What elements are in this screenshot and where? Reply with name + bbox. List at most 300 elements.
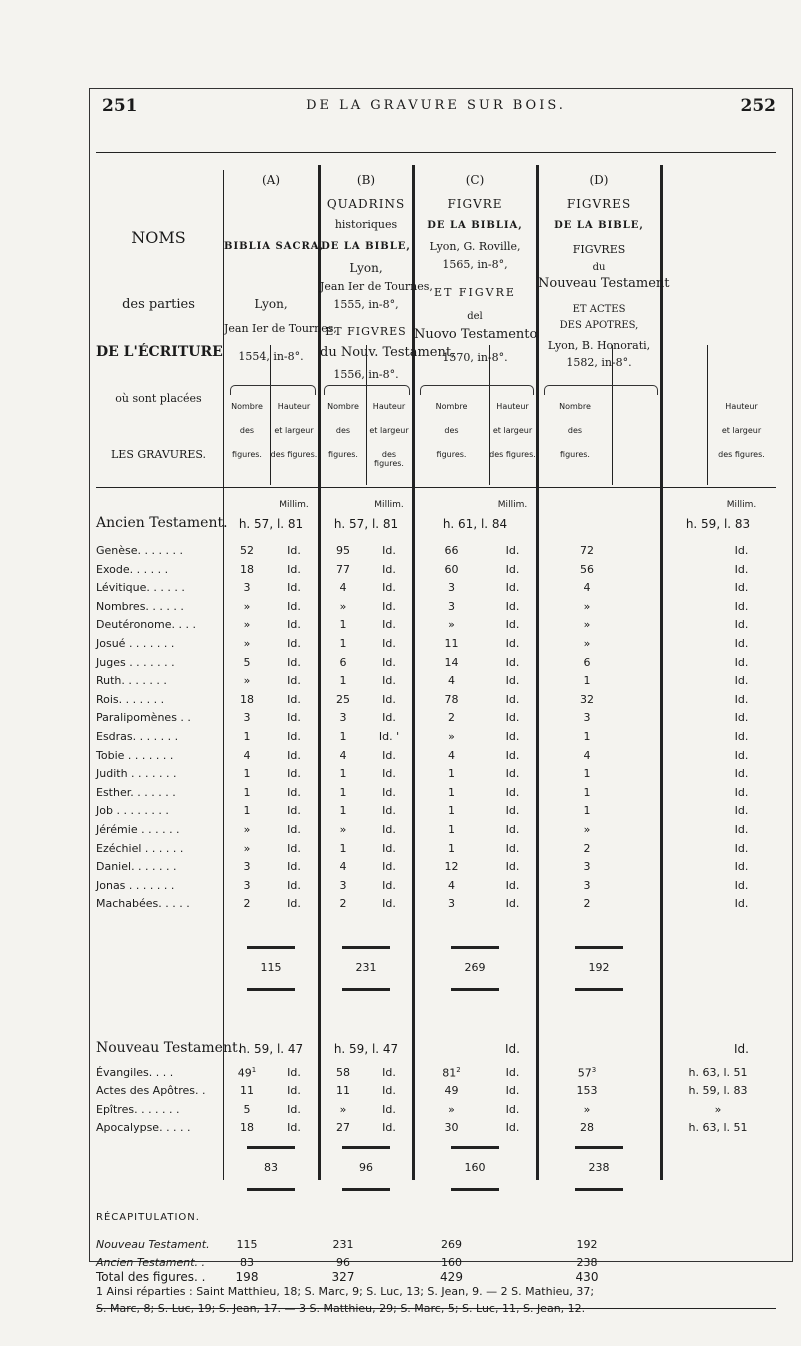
table-cell: 4 — [243, 748, 251, 762]
table-cell: Id. — [287, 637, 301, 650]
total-bar — [451, 946, 499, 949]
brace — [544, 385, 658, 395]
table-cell: 72 — [580, 544, 594, 557]
table-cell: Id. — [505, 823, 520, 836]
table-cell: 95 — [336, 544, 350, 557]
colB-line: 1555, in-8°, — [333, 298, 399, 311]
table-cell: Id. — [382, 804, 396, 818]
col-divider — [318, 165, 321, 1180]
table-cell: 4 — [583, 581, 591, 595]
table-cell: Id. — [287, 823, 301, 836]
table-cell: Id. — [734, 674, 749, 688]
colC-line: 1565, in-8°, — [442, 258, 508, 271]
recap-value: 231 — [332, 1238, 354, 1251]
table-cell: Id. — [734, 730, 749, 743]
row-label: Jonas . . . . . . . — [96, 878, 175, 892]
ot-millim-B: Millim. — [374, 500, 404, 510]
table-cell: Id. — [287, 841, 301, 855]
table-cell: Id. — [382, 748, 396, 762]
table-cell: Id. — [734, 544, 749, 557]
subheader-label: Nombre — [231, 402, 263, 411]
table-cell: Id. — [505, 618, 520, 632]
table-cell: 4 — [339, 860, 347, 874]
row-label: Josué . . . . . . . — [96, 637, 175, 650]
table-cell — [320, 1084, 366, 1097]
table-cell: 1 — [243, 785, 251, 799]
row-label: Deutéronome. . . . — [96, 618, 196, 632]
row-label: Job . . . . . . . . — [96, 804, 169, 818]
colD-line: ET ACTES — [572, 304, 626, 315]
table-cell: 1 — [339, 767, 347, 781]
cell-value: 57 — [577, 1066, 592, 1080]
table-cell: Id. — [734, 748, 749, 762]
total-value: 115 — [260, 961, 282, 974]
total-bar — [247, 988, 295, 991]
colD-line: Nouveau Testament — [538, 276, 670, 291]
row-label: Évangiles. . . . — [96, 1066, 174, 1079]
running-header — [96, 94, 776, 124]
table-cell: Id. — [287, 860, 301, 874]
cell-value: Id. — [287, 1066, 301, 1079]
table-cell: 1 — [243, 804, 251, 818]
cell-value: 27 — [336, 1120, 350, 1134]
table-cell — [414, 1103, 489, 1116]
colB-letter: (B) — [356, 173, 376, 187]
nt-dims-C: Id. — [505, 1042, 520, 1056]
table-cell — [270, 1066, 318, 1079]
ot-dims-D: h. 59, l. 83 — [685, 517, 751, 531]
cell-value: 28 — [580, 1120, 594, 1134]
table-cell: Id. — [734, 637, 749, 650]
recap-total-label: Total des figures. . — [96, 1270, 206, 1284]
table-cell: Id. — [287, 711, 301, 725]
subheader-label: figures. — [560, 450, 590, 459]
colA-line: Lyon, — [254, 297, 288, 311]
row-label: Rois. . . . . . . — [96, 692, 165, 706]
table-cell: 60 — [444, 562, 459, 576]
table-cell: 52 — [240, 544, 254, 557]
colA-line: 1554, in-8°. — [238, 350, 304, 363]
table-cell: 3 — [243, 860, 251, 874]
row-label: Paralipomènes . . — [96, 711, 191, 725]
total-bar — [575, 1188, 623, 1191]
row-label: Epîtres. . . . . . . — [96, 1102, 180, 1116]
ot-millim-D: Millim. — [726, 500, 757, 510]
table-cell: Id. — [505, 692, 520, 706]
table-cell: Id. — [734, 655, 749, 669]
table-cell: Id. — [505, 804, 520, 818]
names-heading: NOMS — [131, 228, 186, 247]
cell-value: Id. — [287, 1120, 301, 1134]
table-cell: 1 — [339, 785, 347, 799]
table-cell: 1 — [583, 674, 591, 688]
row-label: Daniel. . . . . . . — [96, 860, 177, 874]
table-cell: Id. — [287, 655, 301, 669]
recap-value: 160 — [441, 1255, 462, 1269]
table-cell: Id. — [505, 711, 520, 725]
table-cell: Id. — [734, 804, 749, 818]
table-cell: 1 — [448, 804, 455, 818]
col-divider — [270, 345, 271, 485]
table-cell: 2 — [583, 841, 591, 855]
table-cell: 4 — [339, 748, 347, 762]
cell-value: 153 — [576, 1084, 598, 1098]
footnote-marker: 2 — [456, 1066, 461, 1074]
recap-value: 96 — [336, 1255, 350, 1269]
table-cell: 4 — [583, 748, 591, 762]
table-cell — [224, 1121, 270, 1134]
table-cell: Id. — [287, 581, 301, 595]
table-cell: Id. — [382, 562, 396, 576]
cell-value: 58 — [336, 1066, 350, 1079]
table-cell — [660, 1066, 776, 1079]
row-label: Lévitique. . . . . . — [96, 581, 185, 595]
table-cell: Id. — [382, 823, 396, 836]
table-cell: 1 — [583, 785, 591, 799]
recap-value: 238 — [576, 1255, 598, 1269]
subheader-label: Hauteur — [372, 402, 406, 411]
colB-line: Jean Ier de Tournes, — [320, 280, 433, 293]
total-bar — [247, 946, 295, 949]
colD-line: FIGVRES — [572, 243, 626, 256]
table-cell: 12 — [444, 860, 459, 874]
table-cell: 1 — [448, 841, 455, 855]
total-bar — [342, 946, 390, 949]
cell-value: 5 — [243, 1102, 251, 1116]
recap-total-value: 327 — [331, 1270, 355, 1284]
cell-value: Id. — [382, 1102, 396, 1116]
table-cell — [224, 1084, 270, 1097]
table-cell: Id. — [287, 562, 301, 576]
table-cell: 1 — [583, 767, 591, 781]
cell-value: » — [714, 1102, 722, 1116]
row-label: Actes des Apôtres. . — [96, 1084, 206, 1098]
subheader-label: des — [239, 426, 255, 435]
table-cell: Id. — [287, 748, 301, 762]
table-cell: 1 — [339, 618, 347, 632]
table-cell: Id. — [382, 637, 396, 650]
table-cell: Id. — [734, 562, 749, 576]
table-cell: Id. — [734, 767, 749, 781]
subheader-label: Hauteur — [277, 402, 311, 411]
table-cell: » — [243, 674, 251, 688]
colC-line: FIGVRE — [447, 197, 503, 211]
table-cell: Id. — [505, 562, 520, 576]
table-cell: 11 — [444, 637, 459, 650]
table-cell: Id. — [505, 599, 520, 613]
table-cell — [270, 1103, 318, 1116]
table-cell — [489, 1103, 536, 1116]
recap-total-value: 429 — [440, 1270, 463, 1284]
total-bar — [451, 988, 499, 991]
table-cell — [489, 1066, 536, 1079]
table-cell — [224, 1103, 270, 1116]
row-label: Tobie . . . . . . . — [96, 748, 174, 762]
subheader-label: Nombre — [327, 402, 359, 411]
cell-value: 49 — [237, 1066, 252, 1080]
table-cell: Id. — [734, 785, 749, 799]
table-cell: Id. — [505, 655, 520, 669]
table-cell: Id. — [382, 897, 396, 911]
table-cell — [562, 1066, 612, 1080]
table-cell: 5 — [243, 655, 251, 669]
subheader-label: et largeur — [492, 426, 533, 435]
ot-dims-B: h. 57, l. 81 — [333, 517, 399, 531]
table-cell: Id. — [505, 730, 520, 743]
table-cell: Id. — [734, 878, 749, 892]
table-cell: Id. — [734, 860, 749, 874]
total-value: 269 — [464, 961, 486, 974]
col-divider — [707, 345, 708, 485]
ot-title: Ancien Testament. — [96, 515, 228, 531]
table-cell: » — [583, 637, 591, 650]
table-cell: Id. — [505, 581, 520, 595]
table-cell: 32 — [580, 692, 594, 706]
colD-line: DES APOTRES, — [559, 320, 639, 331]
total-bar — [575, 988, 623, 991]
table-cell: 4 — [339, 581, 347, 595]
table-cell: Id. — [287, 767, 301, 781]
cell-value: 11 — [240, 1084, 254, 1098]
recap-value: 83 — [240, 1255, 254, 1269]
colC-letter: (C) — [465, 173, 485, 187]
table-cell: 1 — [243, 730, 251, 743]
cell-value: Id. — [382, 1084, 396, 1098]
table-cell: 3 — [583, 711, 591, 725]
table-cell: Id. — [382, 581, 396, 595]
cell-value: 81 — [442, 1066, 457, 1080]
subheader-label: Hauteur — [496, 402, 529, 411]
table-cell: 78 — [444, 692, 459, 706]
subheader-label: figures. — [436, 450, 467, 459]
table-cell: 2 — [583, 897, 591, 911]
table-cell: Id. — [287, 897, 301, 911]
total-bar — [575, 1146, 623, 1149]
table-cell: Id. — [382, 544, 396, 557]
colD-line: 1582, in-8°. — [566, 356, 632, 369]
colC-line: DE LA BIBLIA, — [427, 220, 523, 231]
table-cell — [489, 1121, 536, 1134]
table-cell: 1 — [339, 637, 347, 650]
total-bar — [451, 1188, 499, 1191]
table-cell: » — [583, 599, 591, 613]
brace — [230, 385, 316, 395]
table-cell — [320, 1066, 366, 1079]
table-cell: Id. — [382, 878, 396, 892]
ot-millim-C: Millim. — [497, 500, 528, 510]
row-label: Esdras. . . . . . . — [96, 730, 179, 743]
table-cell — [562, 1103, 612, 1116]
table-cell: 3 — [448, 599, 455, 613]
cell-value: 18 — [240, 1120, 254, 1134]
table-cell: Id. — [382, 599, 396, 613]
table-cell: Id. — [505, 878, 520, 892]
total-value: 96 — [359, 1161, 373, 1174]
header-rule — [96, 152, 776, 153]
table-cell: 1 — [339, 730, 347, 743]
table-cell: 1 — [583, 804, 591, 818]
nt-title: Nouveau Testament. — [96, 1040, 243, 1056]
ot-dims-C: h. 61, l. 84 — [442, 517, 508, 531]
total-bar — [247, 1188, 295, 1191]
subheader-label: Nombre — [559, 402, 591, 411]
total-bar — [247, 1146, 295, 1149]
cell-value: 11 — [336, 1084, 350, 1098]
names-sub3: où sont placées — [115, 392, 202, 405]
colB-line: Lyon, — [349, 261, 383, 275]
table-cell: 3 — [243, 581, 251, 595]
cell-value: 49 — [444, 1084, 459, 1098]
recap-total-value: 198 — [235, 1270, 259, 1284]
table-cell: 18 — [240, 562, 254, 576]
total-value: 231 — [355, 961, 377, 974]
table-cell: 6 — [583, 655, 591, 669]
cell-value: h. 63, l. 51 — [688, 1066, 748, 1079]
footnote-line: 1 Ainsi réparties : Saint Matthieu, 18; S. Marc, 9; S. Luc, 13; S. Jean, 9. — 2 S. Mathieu, 37; — [96, 1285, 595, 1298]
cell-value: h. 63, l. 51 — [688, 1120, 748, 1134]
table-cell: 2 — [243, 897, 251, 911]
table-cell: Id. ' — [378, 730, 400, 743]
running-title: DE LA GRAVURE SUR BOIS. — [306, 98, 566, 113]
row-label: Esther. . . . . . . — [96, 785, 176, 799]
total-bar — [342, 988, 390, 991]
table-cell: 4 — [448, 674, 455, 688]
table-cell: Id. — [734, 897, 749, 911]
colB-line: QUADRINS — [326, 197, 406, 211]
table-cell: Id. — [382, 692, 396, 706]
table-cell: Id. — [734, 581, 749, 595]
table-cell: 2 — [339, 897, 347, 911]
table-cell: 2 — [448, 711, 455, 725]
table-cell: » — [583, 823, 591, 836]
subheader-label: et largeur — [369, 426, 409, 435]
cell-value: » — [339, 1102, 347, 1116]
table-cell: 56 — [580, 562, 594, 576]
total-value: 160 — [464, 1161, 486, 1174]
subheader-label: des — [567, 426, 583, 435]
table-cell: 66 — [444, 544, 459, 557]
table-cell: » — [243, 599, 251, 613]
table-cell — [562, 1084, 612, 1097]
table-cell: 1 — [583, 730, 591, 743]
subheader-label: figures. — [328, 450, 358, 459]
table-cell: Id. — [287, 730, 301, 743]
table-cell: Id. — [505, 841, 520, 855]
colB-line: DE LA BIBLE, — [321, 241, 411, 252]
nt-dims-D: Id. — [734, 1042, 749, 1056]
recap-value: 269 — [441, 1238, 462, 1251]
table-cell — [414, 1084, 489, 1097]
table-cell: 3 — [583, 860, 591, 874]
subheader-label: et largeur — [721, 426, 762, 435]
total-bar — [342, 1188, 390, 1191]
table-cell: 1 — [339, 804, 347, 818]
cell-value: Id. — [505, 1120, 520, 1134]
colD-line: DE LA BIBLE, — [554, 220, 644, 231]
table-cell — [270, 1121, 318, 1134]
row-label: Juges . . . . . . . — [96, 655, 175, 669]
colC-line: ET FIGVRE — [434, 286, 516, 299]
table-cell: » — [583, 618, 591, 632]
colC-line: del — [467, 311, 483, 322]
subheader-label: et largeur — [274, 426, 314, 435]
table-cell: » — [339, 823, 347, 836]
cell-value: Id. — [505, 1084, 520, 1098]
table-cell: Id. — [382, 674, 396, 688]
subheader-label: Nombre — [435, 402, 468, 411]
subheader-label: des — [444, 426, 459, 435]
table-cell: 1 — [243, 767, 251, 781]
row-label: Genèse. . . . . . . — [96, 544, 183, 557]
table-cell — [562, 1121, 612, 1134]
row-label: Exode. . . . . . — [96, 562, 169, 576]
table-cell: Id. — [505, 767, 520, 781]
col-divider — [536, 165, 539, 1180]
table-cell: Id. — [505, 897, 520, 911]
table-cell: Id. — [505, 860, 520, 874]
table-cell: Id. — [734, 711, 749, 725]
page-number-right: 252 — [740, 96, 776, 116]
recap-label: Ancien Testament. . — [96, 1255, 206, 1269]
table-cell: 3 — [448, 897, 455, 911]
table-cell: Id. — [382, 785, 396, 799]
table-cell: Id. — [382, 655, 396, 669]
table-cell: » — [448, 730, 455, 743]
table-cell: 1 — [448, 785, 455, 799]
table-cell: 4 — [448, 878, 455, 892]
footnote-marker: 1 — [251, 1066, 257, 1074]
colC-line: Nuovo Testamento — [414, 327, 538, 342]
subheader-label: des figures. — [270, 450, 318, 459]
table-cell: 14 — [444, 655, 459, 669]
subheader-label: des figures. — [374, 450, 404, 468]
table-cell: 3 — [339, 878, 347, 892]
table-cell: » — [243, 841, 251, 855]
colD-letter: (D) — [589, 173, 609, 187]
table-cell: Id. — [287, 785, 301, 799]
col-divider — [489, 345, 490, 485]
table-cell: Id. — [734, 599, 749, 613]
recap-total-value: 430 — [575, 1270, 599, 1284]
total-value: 83 — [264, 1161, 278, 1174]
table-cell — [414, 1066, 489, 1080]
table-cell: » — [243, 637, 251, 650]
table-cell: Id. — [287, 618, 301, 632]
table-cell: Id. — [382, 711, 396, 725]
total-value: 238 — [588, 1161, 610, 1174]
footnote — [96, 1283, 786, 1317]
table-cell — [660, 1121, 776, 1134]
row-label: Ruth. . . . . . . — [96, 674, 167, 688]
colA-line: Jean Ier de Tournes, — [224, 322, 337, 335]
table-cell: 3 — [243, 711, 251, 725]
table-cell: 1 — [339, 674, 347, 688]
brace — [420, 385, 534, 395]
colB-line: du Nouv. Testament, — [320, 345, 456, 360]
table-cell — [366, 1084, 412, 1097]
table-cell: Id. — [287, 674, 301, 688]
cell-value: » — [583, 1102, 591, 1116]
brace — [324, 385, 410, 395]
subheader-label: des — [335, 426, 351, 435]
subheader-label: figures. — [232, 450, 262, 459]
colA-letter: (A) — [261, 173, 281, 187]
table-cell: Id. — [505, 674, 520, 688]
colA-line: BIBLIA SACRA, — [224, 241, 325, 252]
table-cell: 4 — [448, 748, 455, 762]
colB-line: historiques — [334, 218, 398, 231]
table-cell: 18 — [240, 692, 254, 706]
